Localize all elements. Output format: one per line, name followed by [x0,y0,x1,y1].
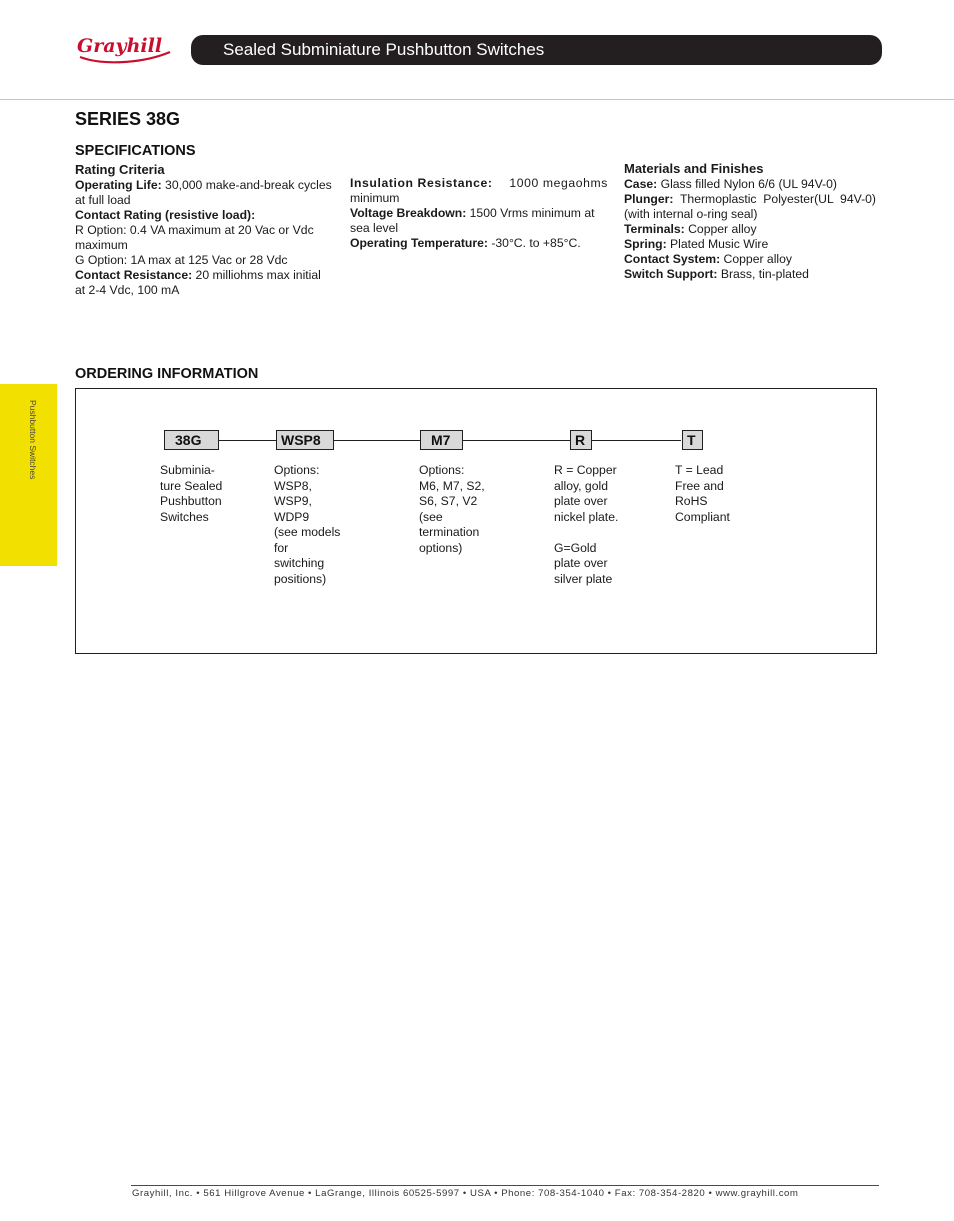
r-option: R Option: 0.4 VA maximum at 20 Vac or Vdc [75,223,314,237]
code-desc-termination: Options: M6, M7, S2, S6, S7, V2 (see termination options) [419,463,485,555]
header-title-bar [191,35,882,65]
code-desc-rohs: T = Lead Free and RoHS Compliant [675,463,730,524]
header-title: Sealed Subminiature Pushbutton Switches [223,40,545,59]
header-divider [0,99,954,100]
voltage-breakdown-cont: sea level [350,221,399,235]
contact-system-spec: Contact System: Copper alloy [624,252,792,266]
materials-column [624,160,886,282]
terminals-spec: Terminals: Copper alloy [624,222,757,236]
side-section-tab [0,384,57,566]
specifications-heading: SPECIFICATIONS [75,143,196,159]
footer-contact-info: Grayhill, Inc. • 561 Hillgrove Avenue • LaGrange, Illinois 60525-5997 • USA • Phone: 708-354-1040 • Fax: 708-354-2820 • www.grayhill.com [132,1188,799,1199]
case-spec: Case: Glass filled Nylon 6/6 (UL 94V-0) [624,177,837,191]
grayhill-logo-graphic [74,30,174,70]
code-desc-plating: R = Copper alloy, gold plate over nickel plate. G=Gold plate over silver plate [554,463,619,586]
svg-text:Grayhill: Grayhill [77,35,163,57]
code-box-plating: R [570,430,592,450]
code-box-termination: M7 [420,430,463,450]
spring-spec: Spring: Plated Music Wire [624,237,769,251]
voltage-breakdown: Voltage Breakdown: 1500 Vrms minimum at [350,206,595,220]
code-desc-options: Options: WSP8, WSP9, WDP9 (see models for switching positions) [274,463,341,586]
materials-heading: Materials and Finishes [624,161,764,176]
plunger-spec: Plunger: Thermoplastic Polyester(UL 94V-0) [624,192,876,206]
operating-life-cont: at full load [75,193,131,207]
contact-resistance: Contact Resistance: 20 milliohms max initial [75,268,321,282]
code-box-rohs: T [682,430,703,450]
operating-life: Operating Life: 30,000 make-and-break cycles [75,178,332,192]
rating-criteria-column [75,161,337,298]
series-title: SERIES 38G [75,109,181,129]
electrical-column [350,176,608,251]
code-box-options: WSP8 [276,430,334,450]
contact-rating-label: Contact Rating (resistive load): [75,208,256,222]
insulation-resistance: Insulation Resistance: 1000 megaohms [350,176,608,190]
switch-support-spec: Switch Support: Brass, tin-plated [624,267,809,281]
insulation-resistance-cont: minimum [350,191,400,205]
side-tab-label: Pushbutton Switches [28,400,38,480]
r-option-cont: maximum [75,238,128,252]
code-desc-series: Subminia- ture Sealed Pushbutton Switches [160,463,223,524]
operating-temperature: Operating Temperature: -30°C. to +85°C. [350,236,581,250]
plunger-spec-cont: (with internal o-ring seal) [624,207,758,221]
ordering-heading: ORDERING INFORMATION [75,366,259,382]
code-box-series: 38G [164,430,219,450]
g-option: G Option: 1A max at 125 Vac or 28 Vdc [75,253,288,267]
grayhill-logo [74,30,174,70]
rating-criteria-heading: Rating Criteria [75,162,165,177]
contact-resistance-cont: at 2-4 Vdc, 100 mA [75,283,180,297]
footer-divider [131,1185,879,1186]
